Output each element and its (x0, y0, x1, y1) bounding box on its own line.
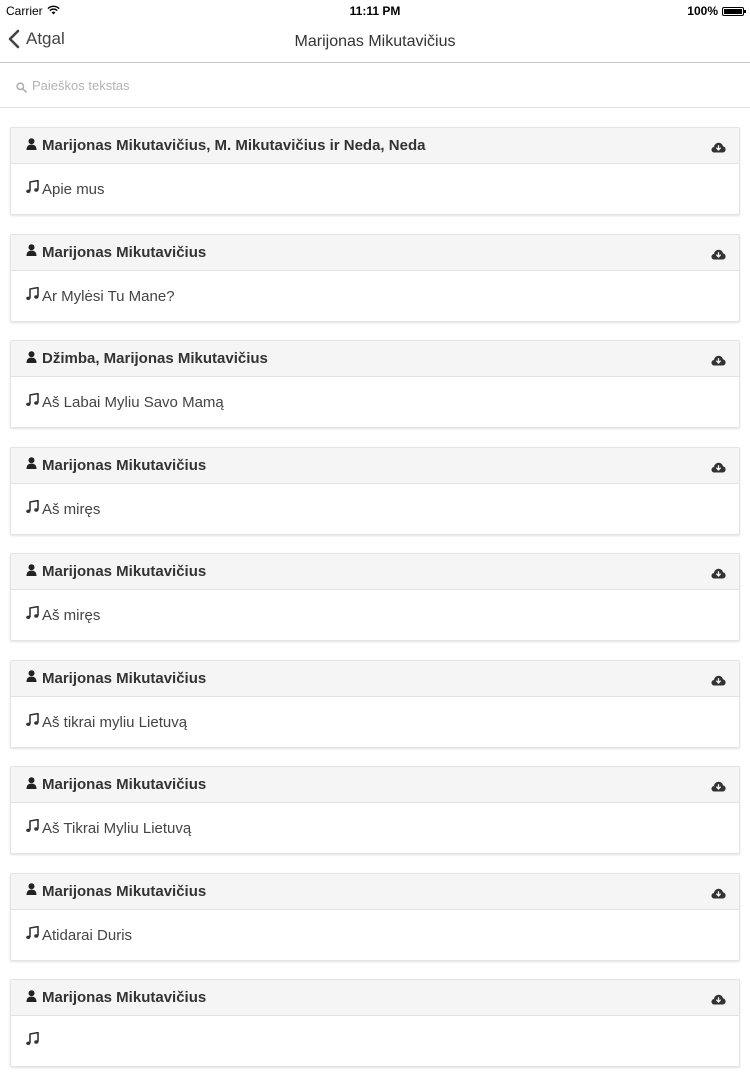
user-icon (26, 776, 37, 794)
status-bar (0, 0, 750, 22)
music-note-icon (26, 1032, 39, 1051)
user-icon (26, 243, 37, 261)
user-icon (26, 563, 37, 581)
song-title: Aš tikrai myliu Lietuvą (42, 713, 188, 731)
artist-name: Marijonas Mikutavičius (42, 776, 207, 793)
artist-name: Marijonas Mikutavičius (42, 243, 207, 261)
music-note-icon (26, 713, 39, 732)
artist-name: Marijonas Mikutavičius, M. Mikutavičius ir Neda, Neda (42, 137, 426, 154)
song-title: Aš miręs (42, 500, 101, 518)
song-title: Apie mus (42, 181, 105, 198)
artist-name: Marijonas Mikutavičius (42, 669, 207, 687)
cloud-download-icon[interactable] (711, 460, 726, 478)
music-note-icon (26, 180, 39, 199)
song-list (10, 127, 740, 1086)
search-input[interactable] (32, 74, 722, 96)
user-icon (26, 456, 37, 474)
card-header (11, 980, 739, 1016)
song-title: Atidarai Duris (42, 926, 133, 944)
artist-name: Marijonas Mikutavičius (42, 882, 207, 900)
artist-name: Marijonas Mikutavičius (42, 456, 207, 474)
song-title: Ar Mylėsi Tu Mane? (42, 287, 175, 305)
cloud-download-icon[interactable] (711, 566, 726, 584)
song-title: Aš Tikrai Myliu Lietuvą (42, 820, 192, 837)
card-body (11, 697, 739, 748)
music-note-icon (26, 606, 39, 625)
music-note-icon (26, 287, 39, 306)
user-icon (26, 350, 37, 368)
song-card[interactable] (10, 873, 740, 961)
card-body (11, 484, 739, 535)
battery-icon (722, 7, 744, 16)
song-card[interactable] (10, 447, 740, 535)
card-body (11, 1016, 739, 1067)
music-note-icon (26, 819, 39, 838)
status-right (687, 4, 744, 18)
battery-fill (724, 9, 742, 14)
card-header (11, 341, 739, 377)
cloud-download-icon[interactable] (711, 886, 726, 904)
card-body (11, 271, 739, 322)
cloud-download-icon[interactable] (711, 140, 726, 158)
card-header (11, 554, 739, 590)
song-card[interactable] (10, 660, 740, 748)
card-header (11, 874, 739, 910)
card-body (11, 164, 739, 215)
artist-name: Marijonas Mikutavičius (42, 989, 207, 1006)
search-icon (16, 80, 27, 98)
card-header (11, 767, 739, 803)
song-card[interactable] (10, 234, 740, 322)
song-card[interactable] (10, 553, 740, 641)
user-icon (26, 882, 37, 900)
card-body (11, 803, 739, 854)
music-note-icon (26, 926, 39, 945)
card-body (11, 910, 739, 961)
card-body (11, 377, 739, 428)
navigation-bar (0, 22, 750, 63)
artist-name: Džimba, Marijonas Mikutavičius (42, 350, 268, 367)
song-card[interactable] (10, 127, 740, 215)
cloud-download-icon[interactable] (711, 992, 726, 1010)
cloud-download-icon[interactable] (711, 779, 726, 797)
back-label: Atgal (26, 29, 65, 48)
cloud-download-icon[interactable] (711, 673, 726, 691)
search-bar (0, 63, 750, 108)
music-note-icon (26, 393, 39, 412)
song-card[interactable] (10, 979, 740, 1067)
cloud-download-icon[interactable] (711, 247, 726, 265)
user-icon (26, 137, 37, 155)
artist-name: Marijonas Mikutavičius (42, 563, 207, 580)
page-title: Marijonas Mikutavičius (294, 33, 456, 50)
user-icon (26, 669, 37, 687)
music-note-icon (26, 500, 39, 519)
song-title: Aš Labai Myliu Savo Mamą (42, 394, 224, 411)
user-icon (26, 989, 37, 1007)
card-body (11, 590, 739, 641)
song-card[interactable] (10, 340, 740, 428)
carrier-label: Carrier (6, 4, 43, 18)
song-title: Aš miręs (42, 607, 101, 624)
battery-percent: 100% (687, 4, 718, 18)
status-time: 11:11 PM (349, 4, 401, 18)
card-header (11, 128, 739, 164)
card-header (11, 448, 739, 484)
cloud-download-icon[interactable] (711, 353, 726, 371)
card-header (11, 661, 739, 697)
song-card[interactable] (10, 766, 740, 854)
card-header (11, 235, 739, 271)
